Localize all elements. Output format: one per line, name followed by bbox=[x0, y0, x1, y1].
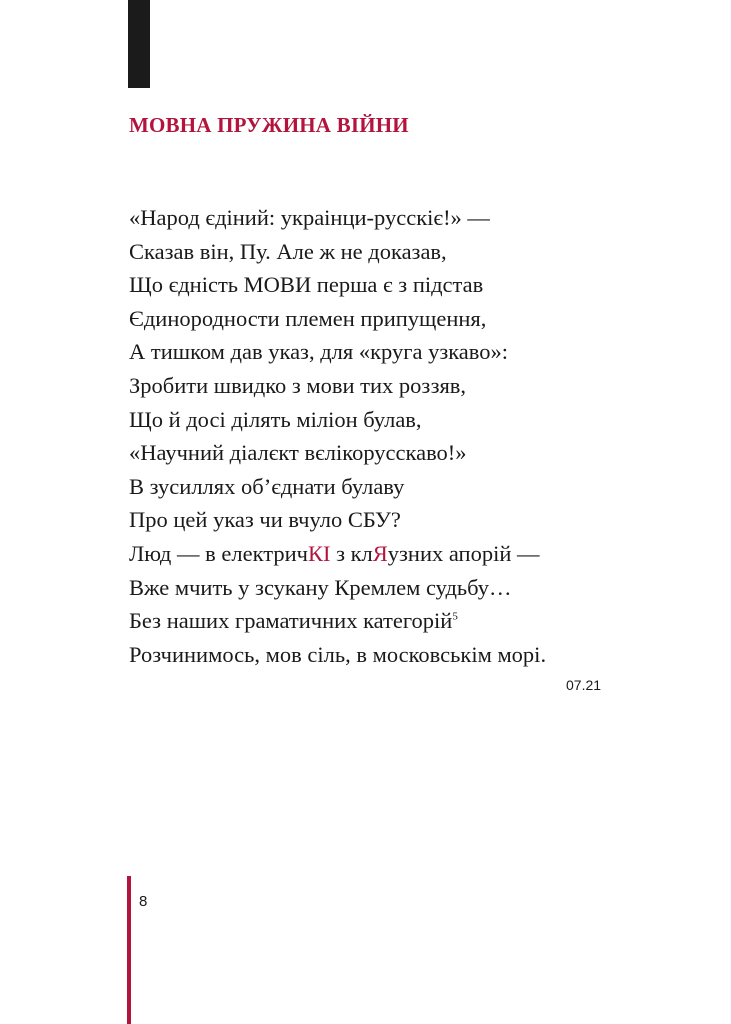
line-segment: узних апорій — bbox=[387, 540, 540, 566]
top-black-bar bbox=[128, 0, 150, 88]
poem-line: Розчинимось, мов сіль, в московськім морі. bbox=[129, 641, 547, 667]
footnote-marker[interactable]: 5 bbox=[452, 610, 458, 623]
poem-body bbox=[129, 201, 689, 671]
poem-title: МОВНА ПРУЖИНА ВІЙНИ bbox=[129, 113, 409, 137]
poem-line: Вже мчить у зсукану Кремлем судьбу… bbox=[129, 574, 512, 600]
poem-line: «Научний діалєкт вєлікорусскаво!» bbox=[129, 440, 467, 466]
poem-line: Зробити швидко з мови тих роззяв, bbox=[129, 372, 467, 398]
poem-line: «Народ єдіний: украінци-русскіє!» — bbox=[129, 205, 490, 230]
poem-line-highlighted bbox=[129, 537, 689, 571]
line-text: Без наших граматичних категорій bbox=[129, 608, 453, 634]
poem-line: Що єдність МОВИ перша є з підстав bbox=[129, 272, 484, 298]
poem-date: 07.21 bbox=[566, 677, 602, 693]
page-number: 8 bbox=[139, 893, 148, 910]
poem-line: Про цей указ чи вчуло СБУ? bbox=[129, 507, 401, 533]
highlighted-letters: Я bbox=[372, 540, 388, 566]
line-segment: з кл bbox=[330, 540, 373, 566]
poem-line: Сказав він, Пу. Але ж не доказав, bbox=[129, 238, 447, 264]
poem-line: А тишком дав указ, для «круга узкаво»: bbox=[129, 339, 509, 365]
highlighted-letters: КІ bbox=[307, 540, 331, 566]
poem-line: Що й досі ділять міліон булав, bbox=[129, 406, 422, 432]
poem-line: В зусиллях об’єднати булаву bbox=[129, 473, 405, 499]
bottom-red-bar bbox=[127, 876, 131, 1024]
line-segment: Люд — в електрич bbox=[129, 540, 308, 566]
poem-line: Єдинородности племен припущення, bbox=[129, 305, 487, 331]
poem-line-footnoted bbox=[129, 604, 689, 638]
